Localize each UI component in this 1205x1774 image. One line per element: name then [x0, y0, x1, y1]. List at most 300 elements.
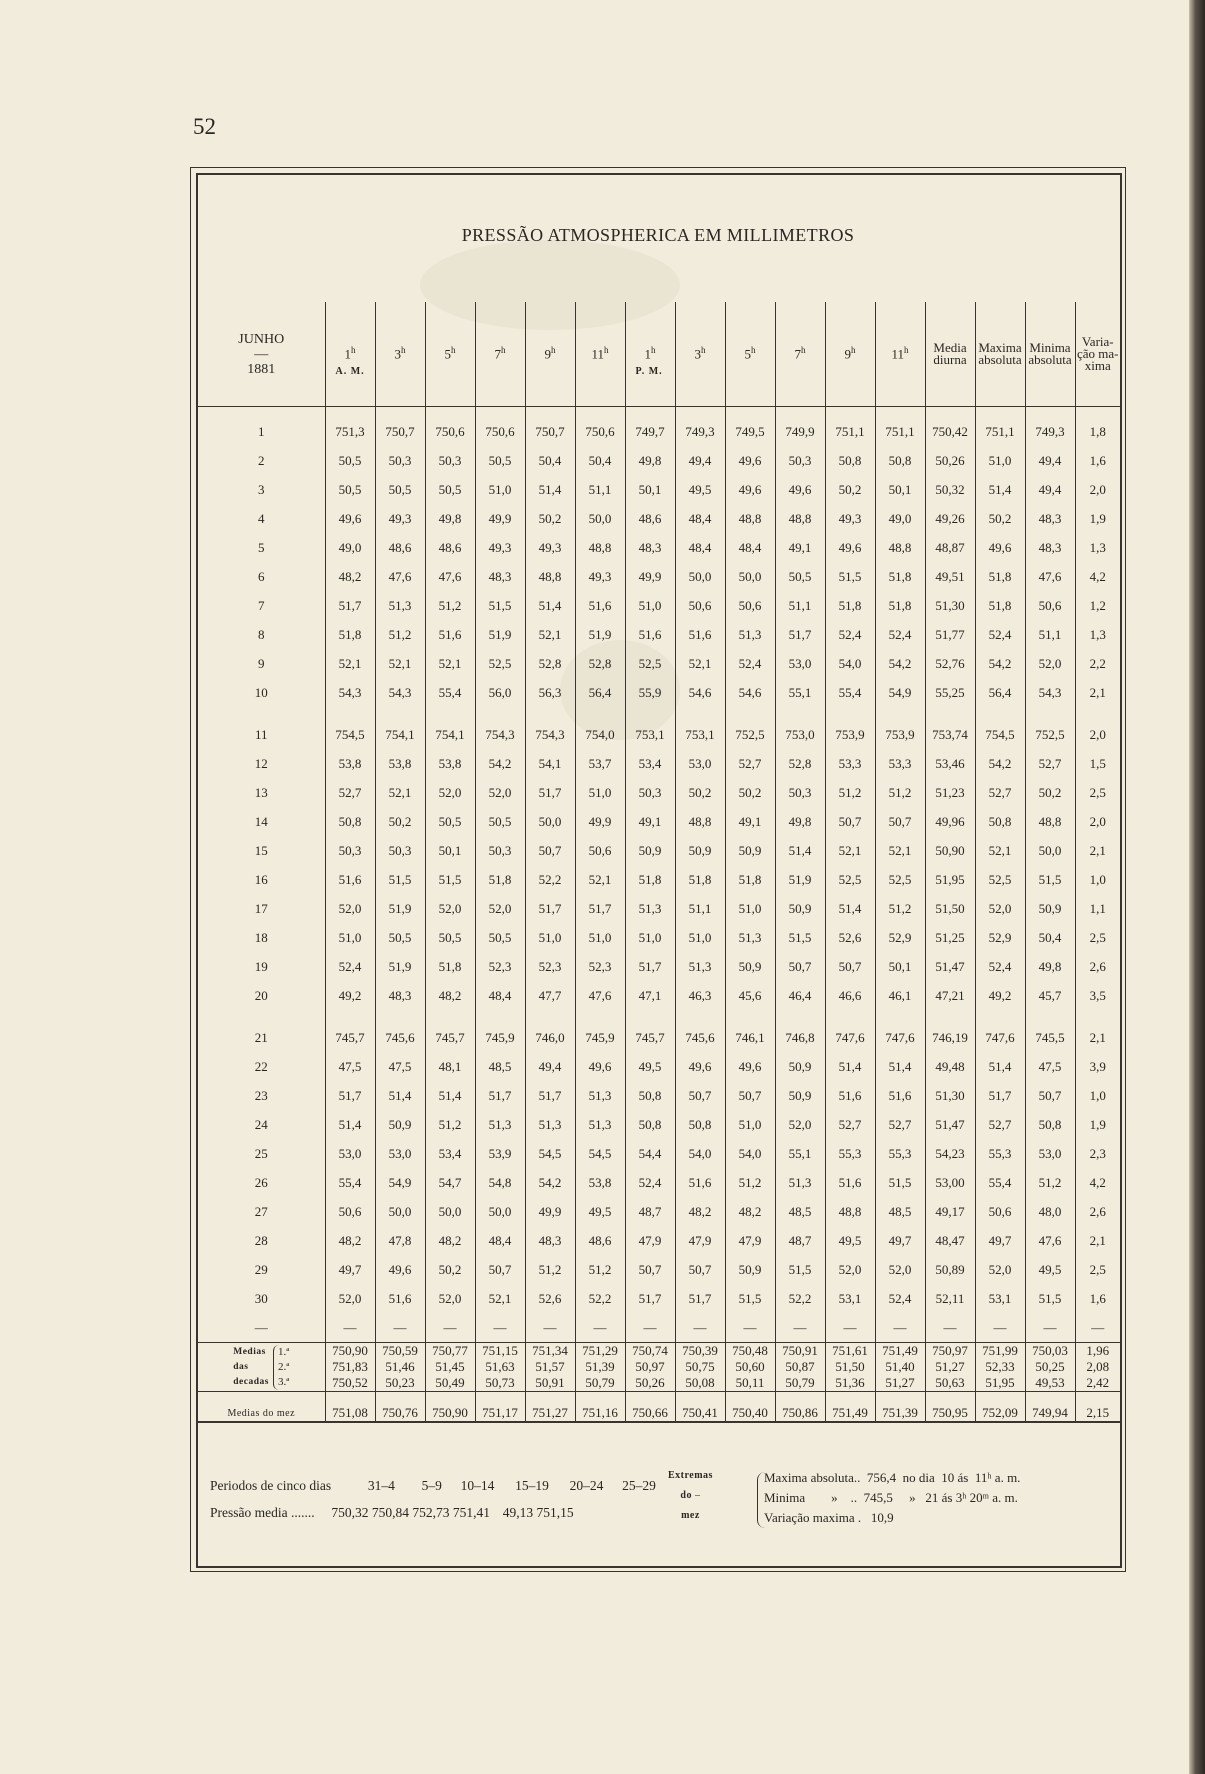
value-cell: 49,6	[325, 504, 375, 533]
value-cell: 51,8	[825, 591, 875, 620]
value-cell: 51,1	[575, 475, 625, 504]
label-line: Medias	[233, 1346, 266, 1357]
decade-mean-value: 51,46	[385, 1359, 415, 1374]
value-cell: 49,7	[975, 1226, 1025, 1255]
value-cell: 50,8	[625, 1110, 675, 1139]
value-cell: 49,9	[625, 562, 675, 591]
value-cell: 51,50	[925, 894, 975, 923]
decade-ordinal: 1.ª	[277, 1345, 290, 1358]
value-cell: 51,0	[725, 1110, 775, 1139]
value-cell: 51,8	[425, 952, 475, 981]
header-hour-11am: 11$^h$	[575, 302, 625, 407]
value-cell: 1,0	[1075, 865, 1120, 894]
table-row	[198, 1255, 1120, 1284]
value-cell: 52,0	[775, 1110, 825, 1139]
value-cell: 49,6	[975, 533, 1025, 562]
value-cell: 51,2	[425, 1110, 475, 1139]
value-cell: 49,5	[675, 475, 725, 504]
value-cell: 50,3	[325, 836, 375, 865]
value-cell: 48,6	[425, 533, 475, 562]
hour-label: 1	[644, 346, 651, 362]
dash-cell: —	[575, 1313, 625, 1343]
day-cell: 14	[254, 813, 268, 829]
decade-mean-value: 50,11	[735, 1375, 765, 1390]
decade-mean-value: 51,40	[885, 1359, 915, 1374]
value-cell: 52,4	[325, 952, 375, 981]
value-cell: 55,9	[625, 678, 675, 707]
decade-mean-cell	[1025, 1343, 1075, 1392]
hour-label: 7	[494, 346, 501, 362]
value-cell: 50,9	[625, 836, 675, 865]
value-cell: 49,6	[825, 533, 875, 562]
value-cell: 2,5	[1075, 923, 1120, 952]
value-cell: 53,8	[375, 749, 425, 778]
day-cell: 19	[254, 958, 268, 974]
value-cell: 2,5	[1075, 778, 1120, 807]
periodos-row	[210, 1478, 656, 1494]
value-cell: 54,0	[725, 1139, 775, 1168]
value-cell: 51,4	[975, 475, 1025, 504]
extremas-line: mez	[681, 1510, 700, 1521]
decade-mean-value: 2,08	[1086, 1359, 1110, 1374]
decade-mean-value: 750,77	[432, 1343, 468, 1358]
value-cell: 51,4	[875, 1052, 925, 1081]
value-cell: 50,2	[675, 778, 725, 807]
value-cell: 51,6	[625, 620, 675, 649]
dash-cell: —	[875, 1313, 925, 1343]
decade-mean-cell	[675, 1343, 725, 1392]
value-cell: 52,3	[475, 952, 525, 981]
value-cell: 52,9	[875, 923, 925, 952]
value-cell: 754,3	[475, 707, 525, 749]
value-cell: 51,8	[875, 591, 925, 620]
value-cell: 1,2	[1075, 591, 1120, 620]
value-cell: 53,1	[975, 1284, 1025, 1313]
value-cell: 49,5	[625, 1052, 675, 1081]
value-cell: 52,7	[325, 778, 375, 807]
value-cell: 50,8	[975, 807, 1025, 836]
value-cell: 49,6	[725, 475, 775, 504]
decade-mean-value: 50,91	[535, 1375, 565, 1390]
value-cell: 51,2	[375, 620, 425, 649]
value-cell: 48,8	[675, 807, 725, 836]
decade-mean-value: 50,49	[435, 1375, 465, 1390]
value-cell: 1,5	[1075, 749, 1120, 778]
value-cell: 51,95	[925, 865, 975, 894]
value-cell: 53,0	[675, 749, 725, 778]
value-cell: 47,6	[1025, 562, 1075, 591]
decade-mean-value: 52,33	[985, 1359, 1015, 1374]
dash-cell: —	[675, 1313, 725, 1343]
value-cell: 746,8	[775, 1010, 825, 1052]
value-cell: 50,32	[925, 475, 975, 504]
value-cell: 49,3	[525, 533, 575, 562]
decade-mean-value: 51,27	[885, 1375, 915, 1390]
value-cell: 750,6	[575, 407, 625, 447]
table-row	[198, 1226, 1120, 1255]
periodo-item: 5–9	[421, 1478, 442, 1493]
value-cell: 54,2	[475, 749, 525, 778]
value-cell: 51,7	[575, 894, 625, 923]
decade-ordinal: 2.ª	[277, 1360, 290, 1373]
value-cell: 51,5	[875, 1168, 925, 1197]
value-cell: 750,7	[375, 407, 425, 447]
day-cell: 30	[254, 1290, 268, 1306]
value-cell: 51,8	[675, 865, 725, 894]
day-cell: 17	[254, 900, 268, 916]
value-cell: 51,7	[525, 894, 575, 923]
header-month	[198, 302, 325, 407]
header-hour-9am: 9$^h$	[525, 302, 575, 407]
value-cell: 51,30	[925, 591, 975, 620]
dash-cell: —	[1075, 1313, 1120, 1343]
header-hour-7am: 7$^h$	[475, 302, 525, 407]
value-cell: 1,3	[1075, 533, 1120, 562]
decade-mean-value: 51,45	[435, 1359, 465, 1374]
header-hour-3am: 3$^h$	[375, 302, 425, 407]
value-cell: 52,0	[325, 1284, 375, 1313]
table-row	[198, 807, 1120, 836]
value-cell: 2,1	[1075, 1226, 1120, 1255]
decade-mean-cell	[875, 1343, 925, 1392]
value-cell: 51,7	[325, 591, 375, 620]
table-row	[198, 1168, 1120, 1197]
table-row	[198, 678, 1120, 707]
table-row	[198, 1052, 1120, 1081]
page-number: 52	[193, 114, 216, 139]
table-body	[198, 407, 1120, 1343]
table-row	[198, 475, 1120, 504]
value-cell: 52,7	[975, 1110, 1025, 1139]
value-cell: 52,5	[625, 649, 675, 678]
periodo-item: 20–24	[569, 1478, 604, 1493]
decade-mean-cell	[625, 1343, 675, 1392]
value-cell: 51,4	[975, 1052, 1025, 1081]
value-cell: 50,8	[675, 1110, 725, 1139]
value-cell: 1,0	[1075, 1081, 1120, 1110]
value-cell: 48,5	[875, 1197, 925, 1226]
decade-mean-value: 51,63	[485, 1359, 515, 1374]
value-cell: 49,7	[875, 1226, 925, 1255]
value-cell: 54,0	[675, 1139, 725, 1168]
value-cell: 52,1	[325, 649, 375, 678]
dash-cell: —	[425, 1313, 475, 1343]
value-cell: 56,3	[525, 678, 575, 707]
month-mean-cell: 751,08	[325, 1392, 375, 1423]
value-cell: 48,2	[325, 562, 375, 591]
value-cell: 50,2	[425, 1255, 475, 1284]
value-cell: 49,0	[325, 533, 375, 562]
value-cell: 54,8	[475, 1168, 525, 1197]
periodo-item: 15–19	[515, 1478, 549, 1493]
table-row	[198, 894, 1120, 923]
value-cell: 50,2	[1025, 778, 1075, 807]
month-mean-cell: 750,86	[775, 1392, 825, 1423]
dash-cell: —	[325, 1313, 375, 1343]
decade-mean-value: 51,27	[935, 1359, 965, 1374]
value-cell: 745,5	[1025, 1010, 1075, 1052]
value-cell: 48,5	[775, 1197, 825, 1226]
day-cell: 2	[258, 452, 265, 468]
value-cell: 54,5	[525, 1139, 575, 1168]
value-cell: 52,1	[525, 620, 575, 649]
decade-mean-value: 750,74	[632, 1343, 668, 1358]
value-cell: 47,9	[725, 1226, 775, 1255]
value-cell: 50,5	[375, 475, 425, 504]
value-cell: 51,4	[525, 475, 575, 504]
value-cell: 751,1	[825, 407, 875, 447]
value-cell: 49,5	[1025, 1255, 1075, 1284]
value-cell: 49,6	[375, 1255, 425, 1284]
value-cell: 50,2	[725, 778, 775, 807]
value-cell: 54,0	[825, 649, 875, 678]
value-cell: 53,9	[475, 1139, 525, 1168]
day-cell: 7	[258, 597, 265, 613]
decade-mean-cell	[775, 1343, 825, 1392]
value-cell: 52,0	[1025, 649, 1075, 678]
value-cell: 52,4	[875, 1284, 925, 1313]
value-cell: 49,3	[575, 562, 625, 591]
value-cell: 50,7	[675, 1081, 725, 1110]
value-cell: 753,0	[775, 707, 825, 749]
value-cell: 47,9	[625, 1226, 675, 1255]
value-cell: 52,5	[475, 649, 525, 678]
table-row	[198, 533, 1120, 562]
value-cell: 51,2	[575, 1255, 625, 1284]
hour-label: 5	[744, 346, 751, 362]
value-cell: 51,6	[825, 1081, 875, 1110]
value-cell: 47,6	[575, 981, 625, 1010]
value-cell: 53,7	[575, 749, 625, 778]
decade-mean-value: 51,36	[835, 1375, 865, 1390]
value-cell: 50,90	[925, 836, 975, 865]
value-cell: 48,2	[425, 981, 475, 1010]
value-cell: 49,6	[775, 475, 825, 504]
value-cell: 48,47	[925, 1226, 975, 1255]
value-cell: 50,5	[425, 807, 475, 836]
value-cell: 3,9	[1075, 1052, 1120, 1081]
periodo-item: 10–14	[460, 1478, 495, 1493]
value-cell: 51,9	[475, 620, 525, 649]
value-cell: 50,3	[375, 836, 425, 865]
value-cell: 48,3	[525, 1226, 575, 1255]
value-cell: 52,3	[525, 952, 575, 981]
medias-mez-row	[198, 1392, 1120, 1423]
day-cell: 18	[254, 929, 268, 945]
value-cell: 754,3	[525, 707, 575, 749]
value-cell: 50,7	[625, 1255, 675, 1284]
value-cell: 52,3	[575, 952, 625, 981]
value-cell: 49,0	[875, 504, 925, 533]
value-cell: 52,0	[325, 894, 375, 923]
value-cell: 746,0	[525, 1010, 575, 1052]
value-cell: 52,0	[425, 1284, 475, 1313]
value-cell: 51,5	[1025, 865, 1075, 894]
day-cell: 25	[254, 1145, 268, 1161]
year-label: 1881	[247, 361, 276, 377]
value-cell: 51,2	[875, 894, 925, 923]
table-row	[198, 1010, 1120, 1052]
value-cell: 54,6	[725, 678, 775, 707]
day-cell: 27	[254, 1203, 268, 1219]
value-cell: 56,4	[575, 678, 625, 707]
decade-mean-value: 751,29	[582, 1343, 618, 1358]
pressure-table	[198, 302, 1120, 1423]
value-cell: 2,3	[1075, 1139, 1120, 1168]
table-row	[198, 591, 1120, 620]
value-cell: 51,9	[375, 894, 425, 923]
value-cell: 52,0	[425, 778, 475, 807]
value-cell: 753,1	[675, 707, 725, 749]
value-cell: 52,0	[875, 1255, 925, 1284]
value-cell: 51,6	[575, 591, 625, 620]
month-mean-cell: 751,16	[575, 1392, 625, 1423]
value-cell: 749,7	[625, 407, 675, 447]
value-cell: 1,3	[1075, 620, 1120, 649]
month-mean-cell: 752,09	[975, 1392, 1025, 1423]
value-cell: 745,9	[475, 1010, 525, 1052]
value-cell: 50,3	[425, 446, 475, 475]
value-cell: 754,1	[425, 707, 475, 749]
value-cell: 3,5	[1075, 981, 1120, 1010]
value-cell: 52,5	[875, 865, 925, 894]
value-cell: 47,1	[625, 981, 675, 1010]
decade-mean-value: 50,60	[735, 1359, 765, 1374]
value-cell: 50,1	[875, 475, 925, 504]
value-cell: 50,89	[925, 1255, 975, 1284]
value-cell: 53,0	[325, 1139, 375, 1168]
table-row	[198, 1139, 1120, 1168]
value-cell: 50,3	[775, 778, 825, 807]
value-cell: 51,5	[375, 865, 425, 894]
value-cell: 48,4	[475, 1226, 525, 1255]
day-cell: 23	[254, 1087, 268, 1103]
value-cell: 49,9	[575, 807, 625, 836]
value-cell: 51,0	[975, 446, 1025, 475]
value-cell: 51,0	[575, 923, 625, 952]
decade-mean-cell	[575, 1343, 625, 1392]
value-cell: 48,3	[375, 981, 425, 1010]
value-cell: 753,74	[925, 707, 975, 749]
am-label: A. M.	[335, 366, 365, 377]
value-cell: 51,3	[725, 923, 775, 952]
value-cell: 50,6	[1025, 591, 1075, 620]
value-cell: 749,3	[1025, 407, 1075, 447]
value-cell: 50,4	[575, 446, 625, 475]
value-cell: 48,6	[375, 533, 425, 562]
periodos-label: Periodos de cinco dias	[210, 1478, 332, 1493]
value-cell: 751,1	[975, 407, 1025, 447]
value-cell: 48,8	[875, 533, 925, 562]
value-cell: 51,8	[625, 865, 675, 894]
value-cell: 53,8	[575, 1168, 625, 1197]
value-cell: 49,6	[725, 446, 775, 475]
value-cell: 49,3	[475, 533, 525, 562]
value-cell: 45,6	[725, 981, 775, 1010]
decade-mean-value: 51,50	[835, 1359, 865, 1374]
value-cell: 51,3	[375, 591, 425, 620]
dash-cell: —	[625, 1313, 675, 1343]
value-cell: 50,1	[625, 475, 675, 504]
value-cell: 50,7	[825, 952, 875, 981]
value-cell: 51,30	[925, 1081, 975, 1110]
periodo-item: 31–4	[367, 1478, 395, 1493]
value-cell: 753,9	[875, 707, 925, 749]
value-cell: 50,5	[475, 446, 525, 475]
value-cell: 50,3	[375, 446, 425, 475]
value-cell: 51,25	[925, 923, 975, 952]
value-cell: 50,0	[475, 1197, 525, 1226]
value-cell: 49,17	[925, 1197, 975, 1226]
value-cell: 51,3	[725, 620, 775, 649]
value-cell: 745,7	[625, 1010, 675, 1052]
table-row	[198, 1197, 1120, 1226]
table-row	[198, 1081, 1120, 1110]
decade-mean-value: 50,08	[685, 1375, 715, 1390]
header-hour-11pm: 11$^h$	[875, 302, 925, 407]
header-hour-1pm: 1$^h$ P. M.	[625, 302, 675, 407]
dash-cell: —	[525, 1313, 575, 1343]
decade-mean-cell	[975, 1343, 1025, 1392]
dash-row	[198, 1313, 1120, 1343]
value-cell: 52,7	[975, 778, 1025, 807]
day-cell: 22	[254, 1058, 268, 1074]
decade-mean-value: 750,03	[1032, 1343, 1068, 1358]
value-cell: 51,5	[775, 1255, 825, 1284]
header-hour-5pm: 5$^h$	[725, 302, 775, 407]
value-cell: 50,1	[875, 952, 925, 981]
value-cell: 746,1	[725, 1010, 775, 1052]
table-row	[198, 923, 1120, 952]
value-cell: 53,0	[375, 1139, 425, 1168]
header-variacao-maxima: Varia- ção ma- xima	[1075, 302, 1120, 407]
month-dash: —	[254, 346, 269, 362]
value-cell: 55,4	[425, 678, 475, 707]
value-cell: 53,8	[425, 749, 475, 778]
day-cell: 26	[254, 1174, 268, 1190]
decade-mean-value: 750,48	[732, 1343, 768, 1358]
value-cell: 50,8	[325, 807, 375, 836]
value-cell: 750,6	[475, 407, 525, 447]
value-cell: 49,5	[825, 1226, 875, 1255]
value-cell: 50,9	[725, 836, 775, 865]
day-cell: 28	[254, 1232, 268, 1248]
decade-mean-cell	[425, 1343, 475, 1392]
value-cell: 2,0	[1075, 707, 1120, 749]
value-cell: 47,9	[675, 1226, 725, 1255]
header-hour-3pm: 3$^h$	[675, 302, 725, 407]
decade-mean-cell	[925, 1343, 975, 1392]
value-cell: 52,8	[775, 749, 825, 778]
value-cell: 47,8	[375, 1226, 425, 1255]
value-cell: 50,8	[625, 1081, 675, 1110]
value-cell: 48,8	[575, 533, 625, 562]
value-cell: 48,2	[425, 1226, 475, 1255]
value-cell: 51,8	[875, 562, 925, 591]
value-cell: 48,6	[575, 1226, 625, 1255]
value-cell: 55,3	[975, 1139, 1025, 1168]
value-cell: 51,2	[1025, 1168, 1075, 1197]
value-cell: 47,6	[375, 562, 425, 591]
value-cell: 49,51	[925, 562, 975, 591]
value-cell: 51,1	[1025, 620, 1075, 649]
value-cell: 50,5	[425, 923, 475, 952]
table-row	[198, 620, 1120, 649]
decade-mean-value: 750,52	[332, 1375, 368, 1390]
table-row	[198, 778, 1120, 807]
day-cell: 4	[258, 510, 265, 526]
decade-mean-value: 49,53	[1035, 1375, 1065, 1390]
